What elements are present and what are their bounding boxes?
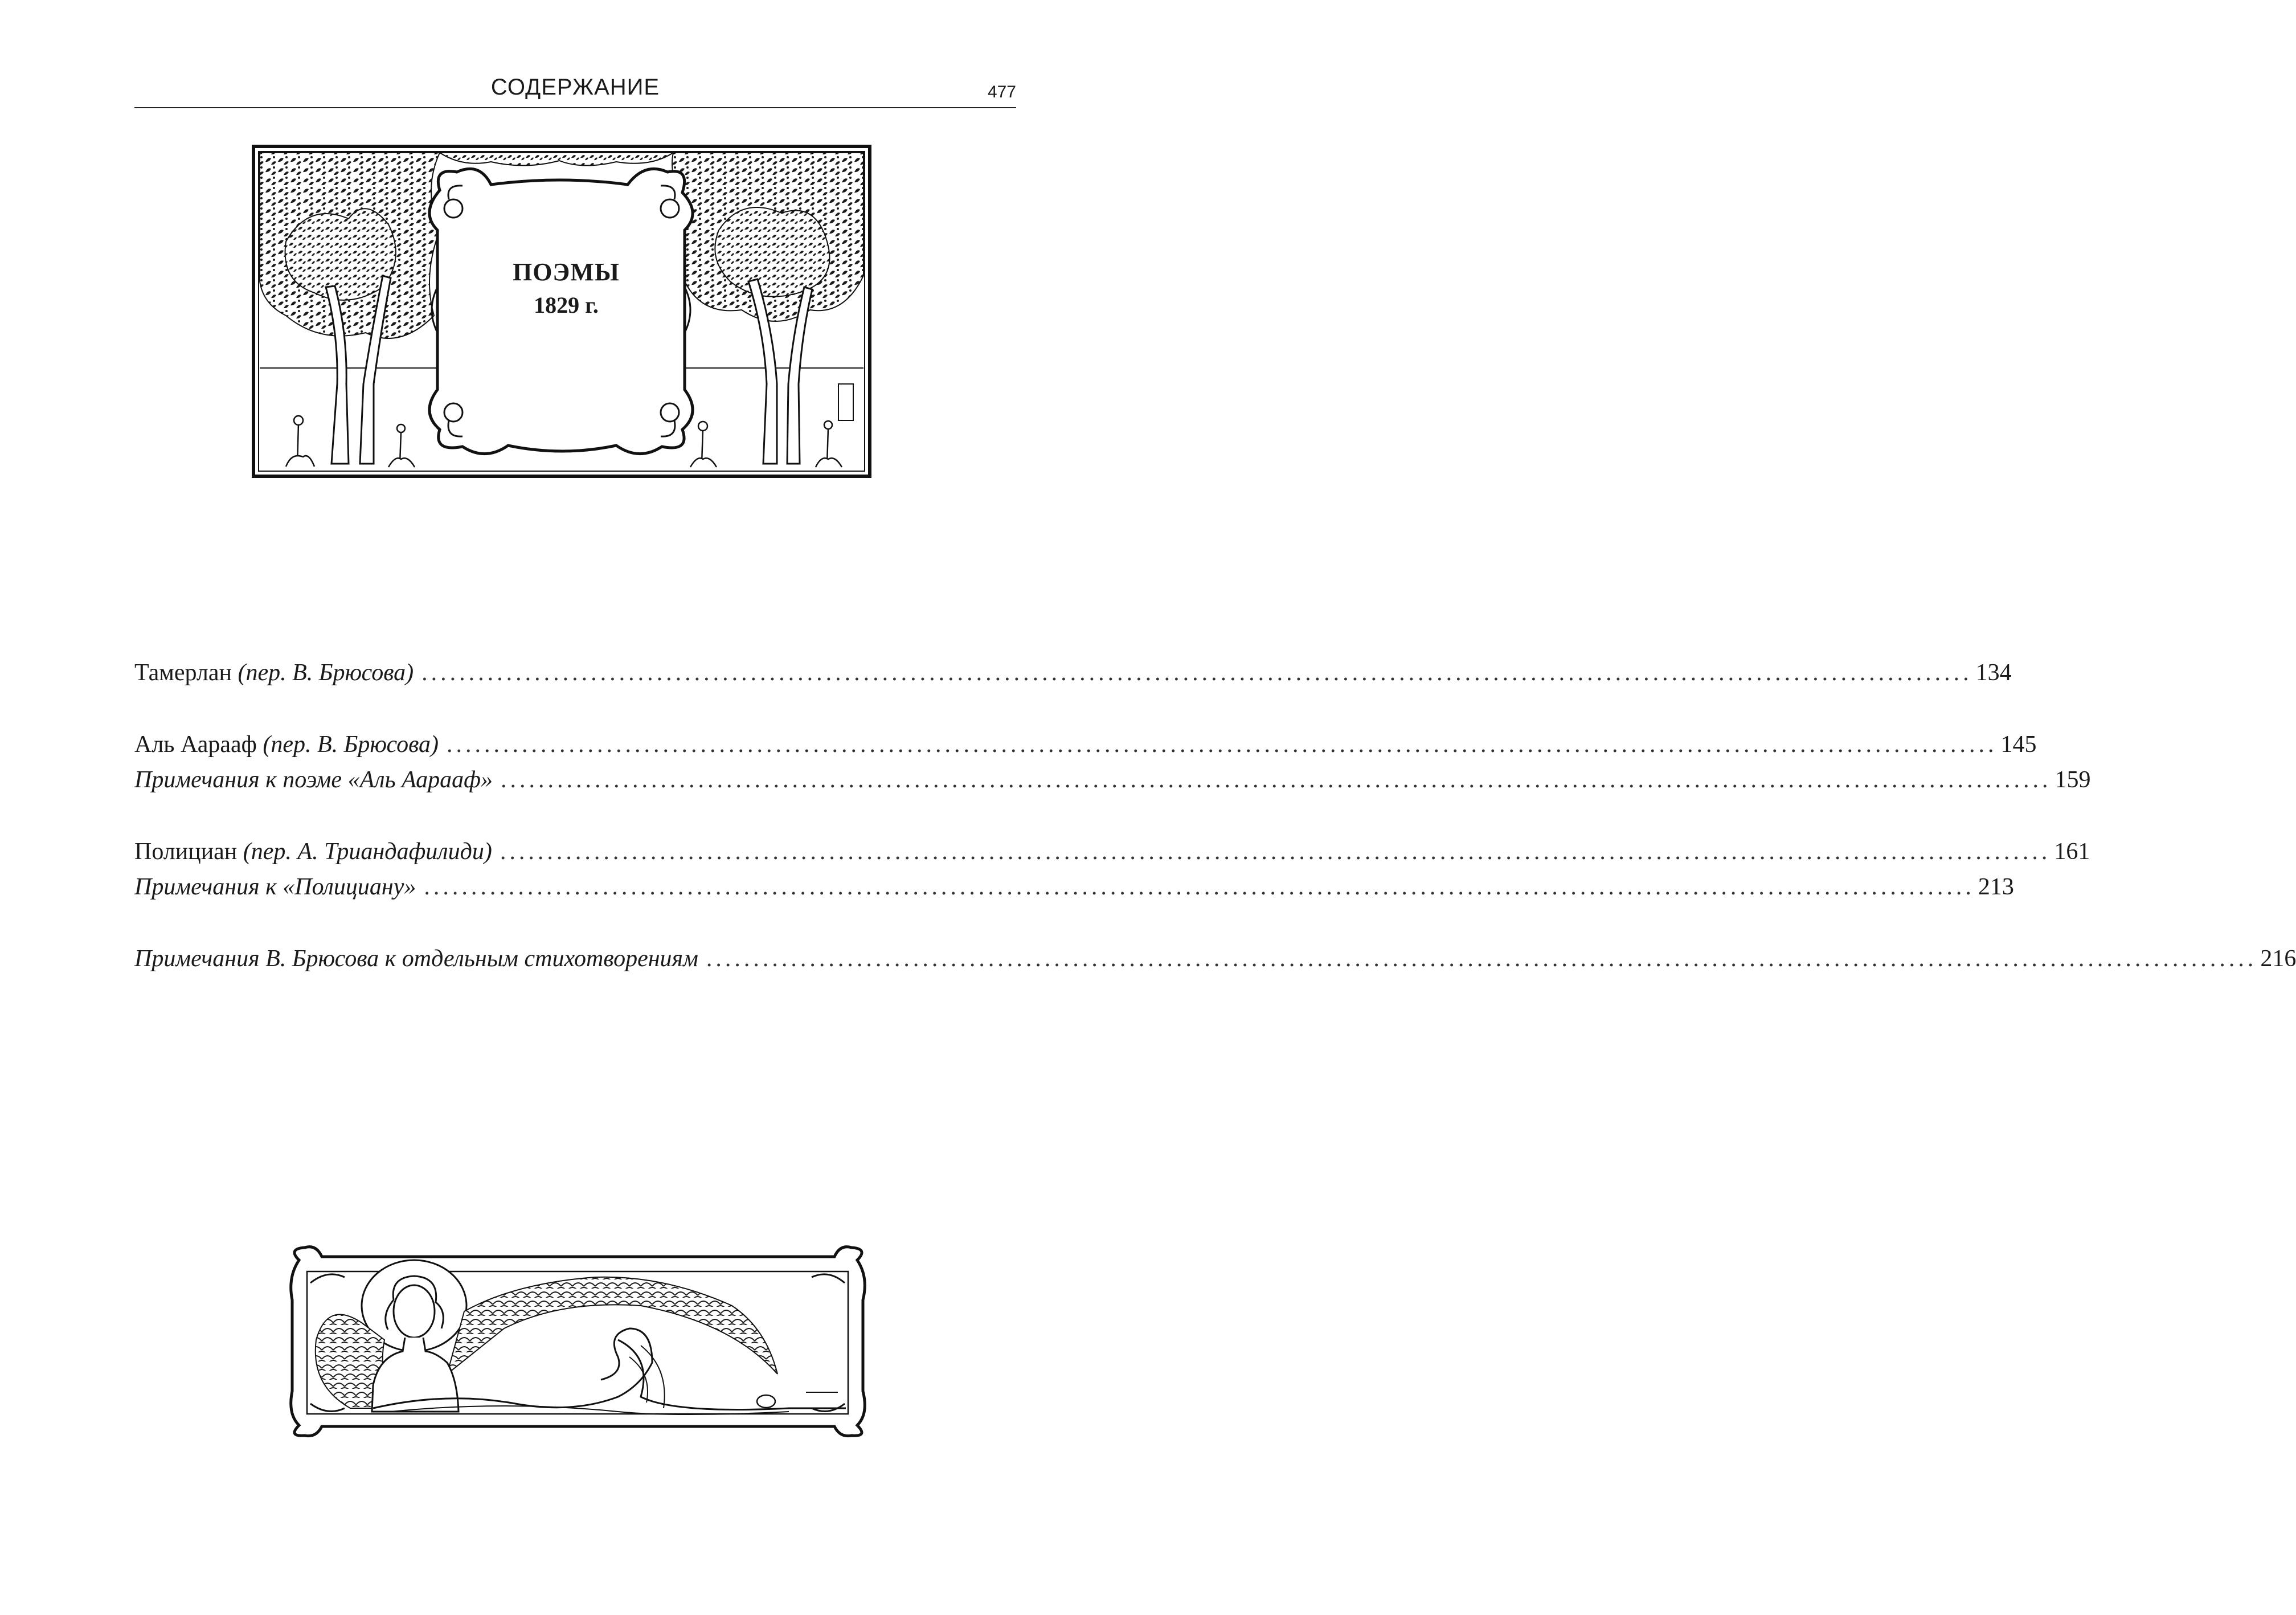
toc-entry-title: Тамерлан (пер. В. Брюсова) <box>134 660 414 686</box>
bottom-vignette-illustration <box>276 1243 879 1440</box>
toc-entry-page: 161 <box>2054 839 2090 865</box>
toc-entry-page: 145 <box>2000 731 2037 758</box>
toc-entry-title: Примечания к «Полициану» <box>134 874 416 900</box>
section-title: ПОЭМЫ <box>512 258 620 286</box>
running-title: СОДЕРЖАНИЕ <box>490 75 660 100</box>
toc-entry-al-aaraaf[interactable] <box>134 727 2037 762</box>
toc-entry-politian[interactable] <box>134 834 2090 869</box>
toc-entry-page: 134 <box>1975 660 2012 686</box>
header-rule <box>134 107 1016 108</box>
dot-leader: ..................................................................................................................................................................... <box>447 731 1998 758</box>
toc-entry-tamerlan[interactable] <box>134 655 2012 690</box>
toc-entry-title: Примечания к поэме «Аль Аарааф» <box>134 767 493 793</box>
toc-entry-title: Примечания В. Брюсова к отдельным стихотворениям <box>134 946 698 972</box>
section-year: 1829 г. <box>534 292 599 318</box>
dot-leader: ..................................................................................................................................................................... <box>424 874 1975 900</box>
toc-entry-page: 216 <box>2260 946 2296 972</box>
dot-leader: ..................................................................................................................................................................... <box>501 767 2052 793</box>
toc-entry-title: Полициан (пер. А. Триандафилиди) <box>134 839 492 865</box>
page-number: 477 <box>987 83 1016 101</box>
toc-entry-title: Аль Аараaф (пер. В. Брюсова) <box>134 731 439 758</box>
toc-entry-bryusov-notes[interactable] <box>134 941 2296 976</box>
toc-entry-notes-politian[interactable] <box>134 869 2014 905</box>
dot-leader: ..................................................................................................................................................................... <box>421 660 1972 686</box>
toc-entry-page: 159 <box>2054 767 2091 793</box>
toc-entry-notes-al-aaraaf[interactable] <box>134 762 2091 798</box>
toc-entry-page: 213 <box>1978 874 2014 900</box>
dot-leader: ..................................................................................................................................................................... <box>706 946 2257 972</box>
table-of-contents <box>134 655 2296 976</box>
running-head <box>134 73 1016 107</box>
dot-leader: ..................................................................................................................................................................... <box>500 839 2051 865</box>
